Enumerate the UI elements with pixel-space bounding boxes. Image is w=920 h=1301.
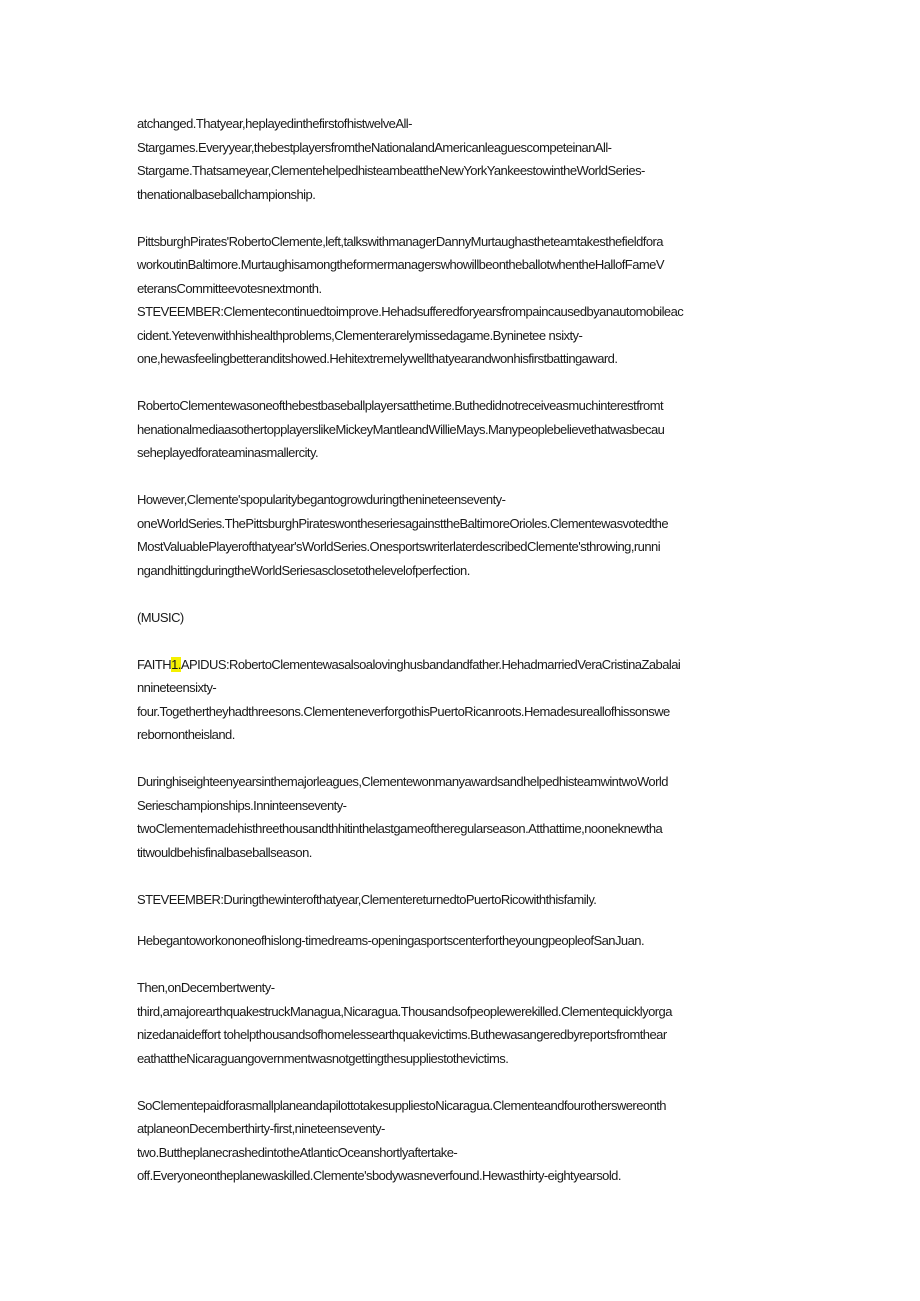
text-line: PittsburghPirates'RobertoClemente,left,talkswithmanagerDannyMurtaughastheteamtakesthefieldfora <box>137 233 663 249</box>
text-line: eteransCommitteevotesnextmonth. <box>137 280 322 296</box>
text-line: However,Clemente'spopularitybegantogrowduringthenineteenseventy- <box>137 492 506 507</box>
text-line: off.Everyoneontheplanewaskilled.Clemente'sbodywasneverfound.Hewasthirty-eightyearsold. <box>137 1168 621 1183</box>
text-segment: APIDUS:RobertoClementewasalsoalovinghusbandandfather.HehadmarriedVeraCristinaZabalai <box>180 656 681 672</box>
text-line: two.ButtheplanecrashedintotheAtlanticOceanshortlyaftertake- <box>137 1144 458 1160</box>
text-line: Stargame.Thatsameyear,ClementehelpedhisteambeattheNewYorkYankeestowintheWorldSeries- <box>137 163 645 178</box>
text-line: (MUSIC) <box>137 609 184 625</box>
document-page <box>137 112 785 1211</box>
paragraph <box>137 1094 785 1188</box>
paragraph <box>137 112 785 206</box>
paragraph <box>137 230 785 301</box>
text-line: thenationalbaseballchampionship. <box>137 186 316 202</box>
text-line: RobertoClementewasoneofthebestbaseballplayersatthetime.Buthedidnotreceiveasmuchinterestfromt <box>137 398 664 413</box>
text-line: one,hewasfeelingbetteranditshowed.Hehitextremelywellthatyearandwonhisfirstbattingaward. <box>137 351 618 366</box>
text-line: workoutinBaltimore.MurtaughisamongtheformermanagerswhowillbeontheballotwhentheHallofFameV <box>137 257 664 272</box>
paragraph <box>137 770 785 864</box>
text-segment: FAITH <box>137 656 172 672</box>
text-line: rebornontheisland. <box>137 727 235 742</box>
paragraph <box>137 394 785 465</box>
text-line: Duringhiseighteenyearsinthemajorleagues,ClementewonmanyawardsandhelpedhisteamwintwoWorld <box>137 774 668 789</box>
paragraph <box>137 606 785 630</box>
paragraph <box>137 653 785 747</box>
text-line: Serieschampionships.Inninteenseventy- <box>137 797 347 813</box>
text-line: henationalmediaasothertopplayerslikeMickeyMantleandWillieMays.Manypeoplebelievethatwasbecau <box>137 421 665 437</box>
text-line: Stargames.Everyyear,thebestplayersfromtheNationalandAmericanleaguescompeteinanAll- <box>137 139 612 155</box>
text-line: third,amajorearthquakestruckManagua,Nicaragua.Thousandsofpeoplewerekilled.Clementequicklyorga <box>137 1003 672 1019</box>
text-line: nnineteensixty- <box>137 680 217 695</box>
text-line: twoClementemadehisthreethousandthhitinthelastgameoftheregularseason.Atthattime,nooneknewtha <box>137 821 663 836</box>
text-line: titwouldbehisfinalbaseballseason. <box>137 844 312 860</box>
text-line: atplaneonDecemberthirty-first,nineteenseventy- <box>137 1121 385 1136</box>
text-line: seheplayedforateaminasmallercity. <box>137 445 319 460</box>
paragraph <box>137 300 785 371</box>
text-line: Then,onDecembertwenty- <box>137 980 275 995</box>
text-line: atchanged.Thatyear,heplayedinthefirstofhistwelveAll- <box>137 116 412 131</box>
text-line: eathattheNicaraguangovernmentwasnotgettingthesuppliestothevictims. <box>137 1050 509 1066</box>
paragraph <box>137 488 785 582</box>
text-line-highlighted <box>137 653 785 677</box>
text-line: nizedanaideffort tohelpthousandsofhomelessearthquakevictims.Buthewasangeredbyreportsfromthear <box>137 1027 667 1042</box>
text-line: SoClementepaidforasmallplaneandapilottotakesuppliestoNicaragua.Clementeandfourotherswereonth <box>137 1097 666 1113</box>
text-line: cident.Yetevenwithhishealthproblems,Clementerarelymissedagame.Byninetee nsixty- <box>137 327 583 343</box>
text-line: ngandhittingduringtheWorldSeriesasclosetothelevelofperfection. <box>137 562 470 578</box>
paragraph <box>137 976 785 1070</box>
text-line: STEVEEMBER:Clementecontinuedtoimprove.Hehadsufferedforyearsfrompaincausedbyanautomobileac <box>137 304 684 319</box>
highlight-mark: 1. <box>171 656 181 672</box>
text-line: oneWorldSeries.ThePittsburghPirateswontheseriesagainsttheBaltimoreOrioles.Clementewasvotedthe <box>137 515 669 531</box>
text-line: MostValuablePlayerofthatyear'sWorldSeries.OnesportswriterlaterdescribedClemente'sthrowing,runni <box>137 539 661 554</box>
text-line: four.Togethertheyhadthreesons.ClementeneverforgothisPuertoRicanroots.Hemadesureallofhissonswe <box>137 703 670 719</box>
paragraph <box>137 888 785 912</box>
text-line: STEVEEMBER:Duringthewinterofthatyear,ClementereturnedtoPuertoRicowiththisfamily. <box>137 891 597 907</box>
text-line: Hebegantoworkononeofhislong-timedreams-openingasportscenterfortheyoungpeopleofSanJuan. <box>137 933 645 948</box>
paragraph <box>137 929 785 953</box>
